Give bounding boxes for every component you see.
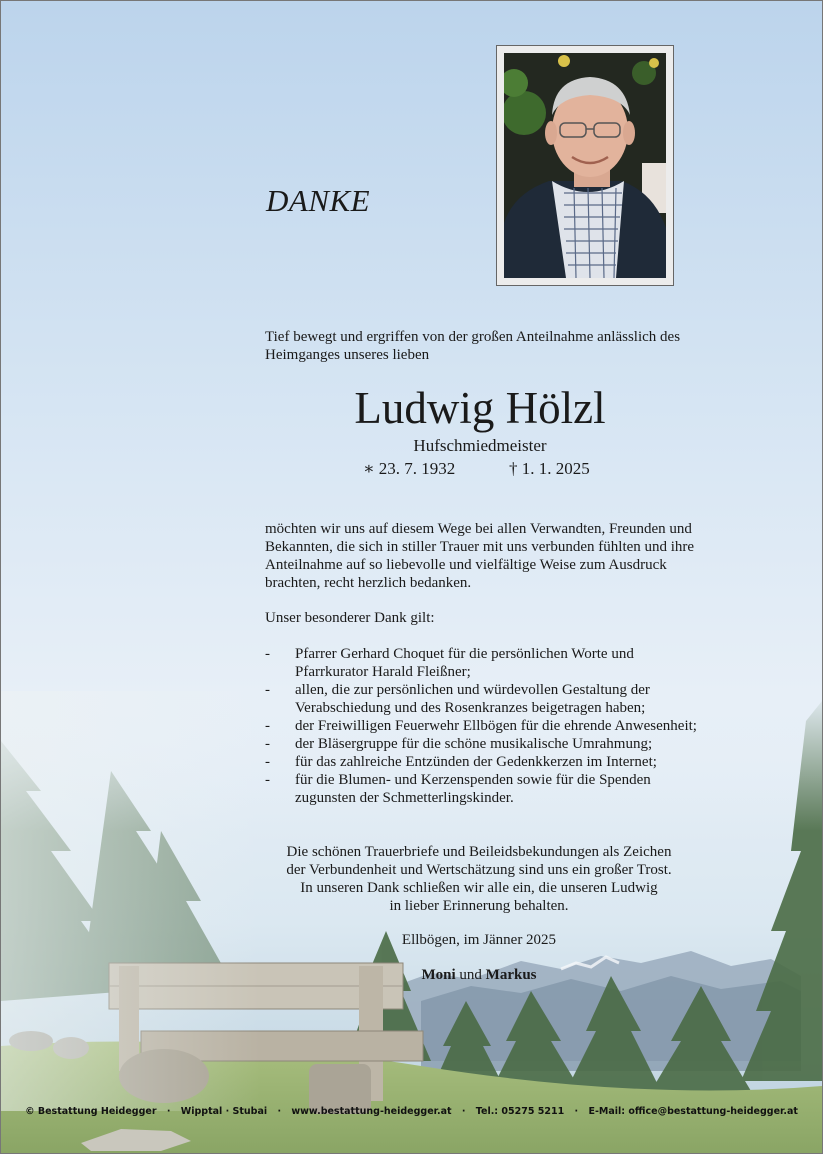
footer-separator: · (461, 1106, 466, 1117)
place-date: Ellbögen, im Jänner 2025 (401, 932, 557, 948)
list-bullet: - (265, 646, 270, 662)
list-bullet: - (265, 754, 270, 770)
list-item (265, 735, 705, 753)
footer-region: Wipptal · Stubai (180, 1106, 268, 1117)
list-item-text: der Freiwilligen Feuerwehr Ellbögen für die ehrende Anwesenheit; (295, 718, 697, 734)
list-item-text: für die Blumen- und Kerzenspenden sowie für die Spenden zugunsten der Schmetterlingskinder. (295, 772, 651, 806)
portrait-illustration (504, 53, 666, 278)
footer (1, 1106, 822, 1117)
footer-website[interactable]: www.bestattung-heidegger.at (291, 1106, 452, 1117)
footer-separator: · (277, 1106, 282, 1117)
signer-second: Markus (485, 967, 537, 983)
footer-company: © Bestattung Heidegger (25, 1106, 157, 1117)
deceased-name: Ludwig Hölzl (354, 383, 606, 433)
list-item (265, 717, 705, 735)
thanks-paragraph: möchten wir uns auf diesem Wege bei allen Verwandten, Freunden und Bekannten, die sich in stiller Trauer mit uns verbunden fühlten und ihre Anteilnahme auf so liebevolle und vielfältige Weise zum Ausdruck brachten, recht herzlich bedanken. (265, 521, 695, 591)
list-bullet: - (265, 718, 270, 734)
list-item (265, 681, 705, 717)
deceased-profession: Hufschmiedmeister (413, 436, 547, 455)
birth-date: ∗ 23. 7. 1932 (363, 459, 456, 478)
closing-line: Die schönen Trauerbriefe und Beileidsbekundungen als Zeichen (286, 844, 672, 860)
intro-text: Tief bewegt und ergriffen von der großen Anteilnahme anlässlich des Heimganges unseres lieben (265, 329, 681, 363)
list-item-text: für das zahlreiche Entzünden der Gedenkkerzen im Internet; (295, 754, 657, 770)
death-date: † 1. 1. 2025 (509, 459, 590, 478)
list-item (265, 753, 705, 771)
list-bullet: - (265, 682, 270, 698)
footer-email[interactable]: E-Mail: office@bestattung-heidegger.at (588, 1106, 798, 1117)
footer-separator: · (166, 1106, 171, 1117)
list-item (265, 645, 705, 681)
thanks-title: Unser besonderer Dank gilt: (265, 610, 435, 626)
list-item-text: der Bläsergruppe für die schöne musikalische Umrahmung; (295, 736, 653, 752)
footer-phone: Tel.: 05275 5211 (475, 1106, 565, 1117)
heading-danke: DANKE (266, 183, 371, 218)
list-bullet: - (265, 736, 270, 752)
signer-joiner: und (459, 967, 482, 983)
thanks-list (265, 645, 705, 807)
closing-line: In unseren Dank schließen wir alle ein, die unseren Ludwig (300, 880, 658, 896)
closing-line: in lieber Erinnerung behalten. (389, 898, 569, 914)
list-bullet: - (265, 772, 270, 788)
portrait-photo (504, 53, 666, 278)
closing-line: der Verbundenheit und Wertschätzung sind uns ein großer Trost. (286, 862, 672, 878)
list-item-text: Pfarrer Gerhard Choquet für die persönlichen Worte und Pfarrkurator Harald Fleißner; (295, 646, 634, 680)
list-item (265, 771, 705, 807)
list-item-text: allen, die zur persönlichen und würdevollen Gestaltung der Verabschiedung und des Rosenkranzes beigetragen haben; (295, 682, 650, 716)
footer-separator: · (574, 1106, 579, 1117)
signers (259, 967, 699, 984)
portrait-frame (496, 45, 674, 286)
signer-first: Moni (421, 967, 456, 983)
closing-paragraph (259, 843, 699, 915)
